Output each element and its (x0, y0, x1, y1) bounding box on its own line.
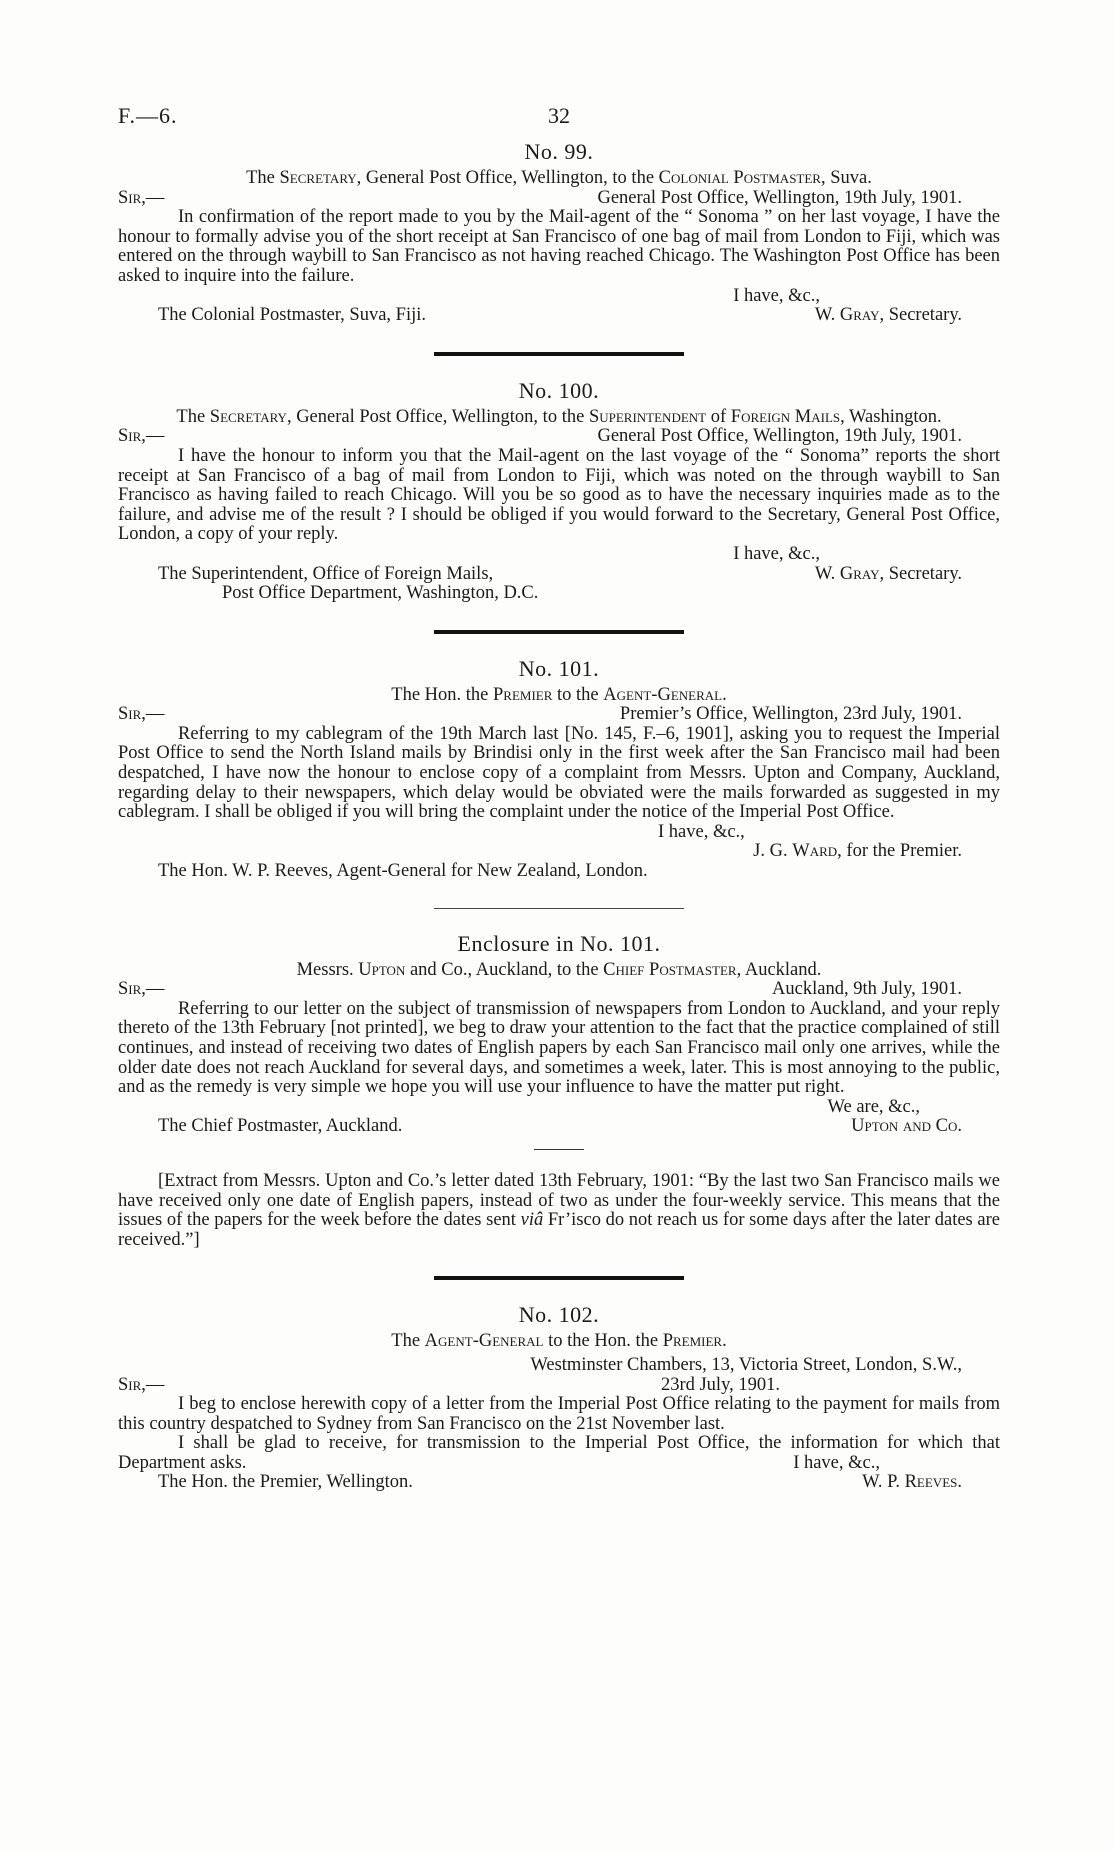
place-line-1: Westminster Chambers, 13, Victoria Street, London, S.W., (530, 1354, 962, 1375)
letter-body-2: I shall be glad to receive, for transmission to the Imperial Post Office, the information for which that Department asks. (118, 1433, 1000, 1473)
signature-row (118, 1117, 1000, 1137)
place-date: General Post Office, Wellington, 19th July, 1901. (597, 426, 962, 447)
closing: I have, &c., (733, 543, 820, 564)
salutation-line (118, 705, 1000, 725)
addressee: The Superintendent, Office of Foreign Mails, (158, 563, 494, 584)
letter-101 (118, 656, 1000, 882)
letter-route: The Secretary, General Post Office, Wellington, to the Colonial Postmaster, Suva. (246, 168, 872, 188)
signature: W. Gray, Secretary. (814, 305, 962, 326)
salutation: Sir,— (118, 979, 165, 1000)
letter-extract: [Extract from Messrs. Upton and Co.’s letter dated 13th February, 1901: “By the last two San Francisco mails we have received only one date of English papers, instead of two as under the four-weekly service. This means that the issues of the papers for the week before the dates sent viâ Fr’isco do not reach us for some days after the later dates are received.”] (118, 1170, 1000, 1250)
section-divider (434, 1276, 684, 1280)
signature: Upton and Co. (851, 1116, 962, 1137)
signature: J. G. Ward, for the Premier. (753, 841, 962, 862)
letter-route: The Agent-General to the Hon. the Premier. (391, 1331, 727, 1352)
letter-body: In confirmation of the report made to you by the Mail-agent of the “ Sonoma ” on her last voyage, I have the honour to formally advise you of the short receipt at San Francisco of one bag of mail from London to Fiji, which was entered on the through waybill to San Francisco as not having reached Chicago. The Washington Post Office has been asked to inquire into the failure. (118, 207, 1000, 286)
section-divider (434, 352, 684, 356)
letter-heading: No. 101. (518, 655, 600, 681)
addressee: The Hon. the Premier, Wellington. (158, 1472, 413, 1493)
signature-row (118, 306, 1000, 326)
addressee-line-2: Post Office Department, Washington, D.C. (222, 583, 539, 604)
salutation: Sir,— (118, 426, 165, 447)
section-divider (434, 908, 684, 909)
salutation-line (118, 980, 1000, 1000)
addressee: The Colonial Postmaster, Suva, Fiji. (158, 305, 427, 326)
letter-body: Referring to our letter on the subject of transmission of newspapers from London to Auckland, and your reply thereto of the 13th February [not printed], we beg to draw your attention to the fact that the practice complained of still continues, and instead of receiving two dates of English papers by each San Francisco mail only one arrives, while the older date does not reach Auckland for several days, and sometimes a week, later. This is most annoying to the public, and as the remedy is very simple we hope you will use your influence to have the matter put right. (118, 998, 1000, 1098)
letter-body: I beg to enclose herewith copy of a letter from the Imperial Post Office relating to the payment for mails from this country despatched to Sydney from San Francisco on the 21st November last. (118, 1394, 1000, 1434)
place-date: Auckland, 9th July, 1901. (772, 979, 962, 1000)
letter-heading: No. 100. (518, 377, 600, 403)
salutation-line (118, 427, 1000, 447)
closing: I have, &c., (658, 821, 745, 842)
signature-row (118, 565, 1000, 585)
enclosure-101 (118, 931, 1000, 1251)
letter-route: Messrs. Upton and Co., Auckland, to the Chief Postmaster, Auckland. (296, 959, 822, 980)
place-date: Premier’s Office, Wellington, 23rd July, 1901. (619, 704, 962, 725)
closing: We are, &c., (827, 1096, 920, 1117)
place-date: General Post Office, Wellington, 19th July, 1901. (597, 187, 962, 208)
salutation: Sir,— (118, 187, 165, 208)
letter-route: The Hon. the Premier to the Agent-General. (391, 684, 727, 705)
letter-100 (118, 378, 1000, 604)
addressee: The Hon. W. P. Reeves, Agent-General for New Zealand, London. (158, 861, 648, 882)
letter-102 (118, 1302, 1000, 1492)
place-date: 23rd July, 1901. (660, 1374, 780, 1395)
document-reference: F.—6. (118, 103, 178, 128)
salutation: Sir,— (118, 704, 165, 725)
salutation-line (118, 189, 1000, 209)
section-divider (434, 630, 684, 634)
closing: I have, &c., (793, 1452, 880, 1473)
signature: W. P. Reeves. (862, 1472, 962, 1493)
page-number: 32 (548, 103, 570, 128)
page-body (118, 105, 1000, 1493)
signature: W. Gray, Secretary. (814, 563, 962, 584)
letter-body: Referring to my cablegram of the 19th March last [No. 145, F.–6, 1901], asking you to request the Imperial Post Office to send the North Island mails by Brindisi only in the first week after the San Francisco mail had been despatched, I have now the honour to enclose copy of a complaint from Messrs. Upton and Company, Auckland, regarding delay to their newspapers, which delay would be obviated were the mails forwarded as suggested in my cablegram. I shall be obliged if you will bring the complaint under the notice of the Imperial Post Office. (118, 723, 1000, 823)
salutation: Sir,— (118, 1374, 165, 1395)
salutation-line (118, 1376, 1000, 1396)
letter-route: The Secretary, General Post Office, Wellington, to the Superintendent of Foreign Mails, Washington. (176, 406, 942, 427)
letter-heading: No. 99. (524, 139, 594, 164)
extract-divider (534, 1149, 584, 1150)
letter-heading: Enclosure in No. 101. (457, 930, 661, 956)
addressee: The Chief Postmaster, Auckland. (158, 1116, 403, 1137)
closing: I have, &c., (733, 285, 820, 306)
letter-99 (118, 139, 1000, 326)
letter-body: I have the honour to inform you that the Mail-agent on the last voyage of the “ Sonoma” reports the short receipt at San Francisco of a bag of mail from London to Fiji, which was noted on the through waybill to San Francisco as having failed to reach Chicago. Will you be so good as to have the necessary inquiries made as to the failure, and advise me of the result ? I should be obliged if you would forward to the Secretary, General Post Office, London, a copy of your reply. (118, 445, 1000, 545)
letter-heading: No. 102. (518, 1302, 600, 1328)
signature-row (118, 1473, 1000, 1493)
